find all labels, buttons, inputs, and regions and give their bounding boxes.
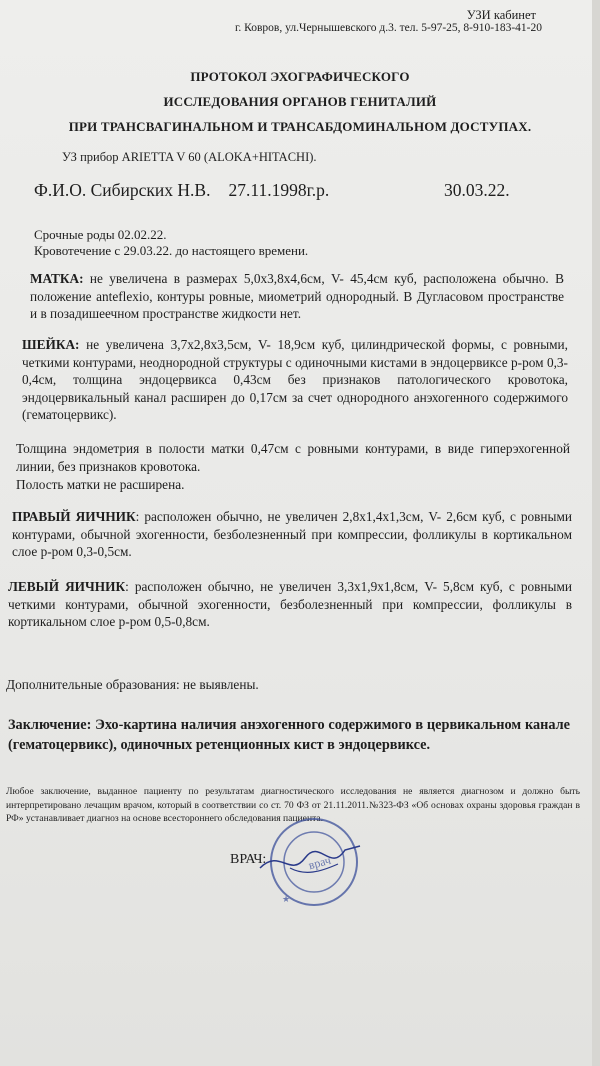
right-ovary-section bbox=[12, 508, 572, 561]
svg-text:врач: врач bbox=[306, 852, 333, 873]
cervix-section bbox=[22, 336, 568, 424]
doctor-label: ВРАЧ: bbox=[230, 852, 267, 867]
protocol-title-line1: ПРОТОКОЛ ЭХОГРАФИЧЕСКОГО bbox=[190, 69, 410, 84]
exam-date: 30.03.22. bbox=[444, 180, 510, 200]
patient-name: Ф.И.О. Сибирских Н.В. bbox=[34, 180, 211, 200]
device-info: УЗ прибор ARIETTA V 60 (ALOKA+HITACHI). bbox=[62, 150, 317, 164]
patient-dob: 27.11.1998г.р. bbox=[228, 180, 330, 200]
uterus-text: не увеличена в размерах 5,0х3,8х4,6см, V- 45,4см куб, расположена обычно. В положение anteflexio, контуры ровные, миометрий однородный. В Дугласовом пространстве и в позадишеечном пространстве жидкости нет. bbox=[30, 271, 564, 321]
clinic-title: УЗИ кабинет bbox=[466, 8, 536, 22]
right-ovary-heading: ПРАВЫЙ ЯИЧНИК bbox=[12, 509, 136, 524]
svg-text:★: ★ bbox=[282, 894, 291, 904]
page-edge-shadow bbox=[592, 0, 600, 1066]
additional-findings: Дополнительные образования: не выявлены. bbox=[6, 677, 259, 692]
cervix-heading: ШЕЙКА: bbox=[22, 337, 80, 352]
conclusion: Заключение: Эхо-картина наличия анэхогенного содержимого в цервикальном канале (гематоцервикс), одиночных ретенционных кист в эндоцервиксе. bbox=[8, 717, 570, 753]
disclaimer-footnote: Любое заключение, выданное пациенту по результатам диагностического исследования не является диагнозом и должно быть интерпретировано лечащим врачом, который в соответствии со ст. 70 ФЗ от 21.11.2011.№323-ФЗ «Об основах охраны здоровья граждан в РФ» устанавливает диагноз на основе всестороннего обследования пациента. bbox=[6, 786, 580, 824]
protocol-title-line2: ИССЛЕДОВАНИЯ ОРГАНОВ ГЕНИТАЛИЙ bbox=[163, 94, 437, 109]
right-ovary-text: : расположен обычно, не увеличен 2,8х1,4х1,3см, V- 2,6см куб, с ровными контурами, обычной эхогенности, безболезненный при компрессии, фолликулы в кортикальном слое р-ром 0,3-0,5см. bbox=[12, 509, 572, 559]
cavity-text: Полость матки не расширена. bbox=[16, 477, 185, 492]
history-births: Срочные роды 02.02.22. bbox=[34, 227, 167, 242]
patient-line bbox=[34, 180, 329, 201]
protocol-title-line3: ПРИ ТРАНСВАГИНАЛЬНОМ И ТРАНСАБДОМИНАЛЬНОМ ДОСТУПАХ. bbox=[68, 119, 532, 134]
left-ovary-section bbox=[8, 578, 572, 631]
left-ovary-text: : расположен обычно, не увеличен 3,3х1,9х1,8см, V- 5,8см куб, с ровными четкими контурами, обычной эхогенности, безболезненный при компрессии, фолликулы в кортикальном слое р-ром 0,5-0,8см. bbox=[8, 579, 573, 629]
uterus-section bbox=[30, 270, 564, 323]
endometrium-text: Толщина эндометрия в полости матки 0,47см с ровными контурами, в виде гиперэхогенной линии, без признаков кровотока. bbox=[16, 441, 570, 474]
history-bleeding: Кровотечение с 29.03.22. до настоящего времени. bbox=[34, 243, 309, 258]
clinic-address: г. Ковров, ул.Чернышевского д.3. тел. 5-97-25, 8-910-183-41-20 bbox=[234, 22, 542, 34]
left-ovary-heading: ЛЕВЫЙ ЯИЧНИК bbox=[8, 579, 126, 594]
cervix-text: не увеличена 3,7х2,8х3,5см, V- 18,9см куб, цилиндрической формы, с ровными, четкими контурами, неоднородной структуры с одиночными кистами в эндоцервиксе р-ром 0,3-0,4см, толщина эндоцервикса 0,43см без признаков патологического кровотока, эндоцервикальный канал расширен до 0,17см за счет однородного анэхогенного содержимого (гематоцервикс). bbox=[22, 337, 568, 422]
uterus-heading: МАТКА: bbox=[30, 271, 84, 286]
doctor-signature bbox=[250, 838, 370, 888]
